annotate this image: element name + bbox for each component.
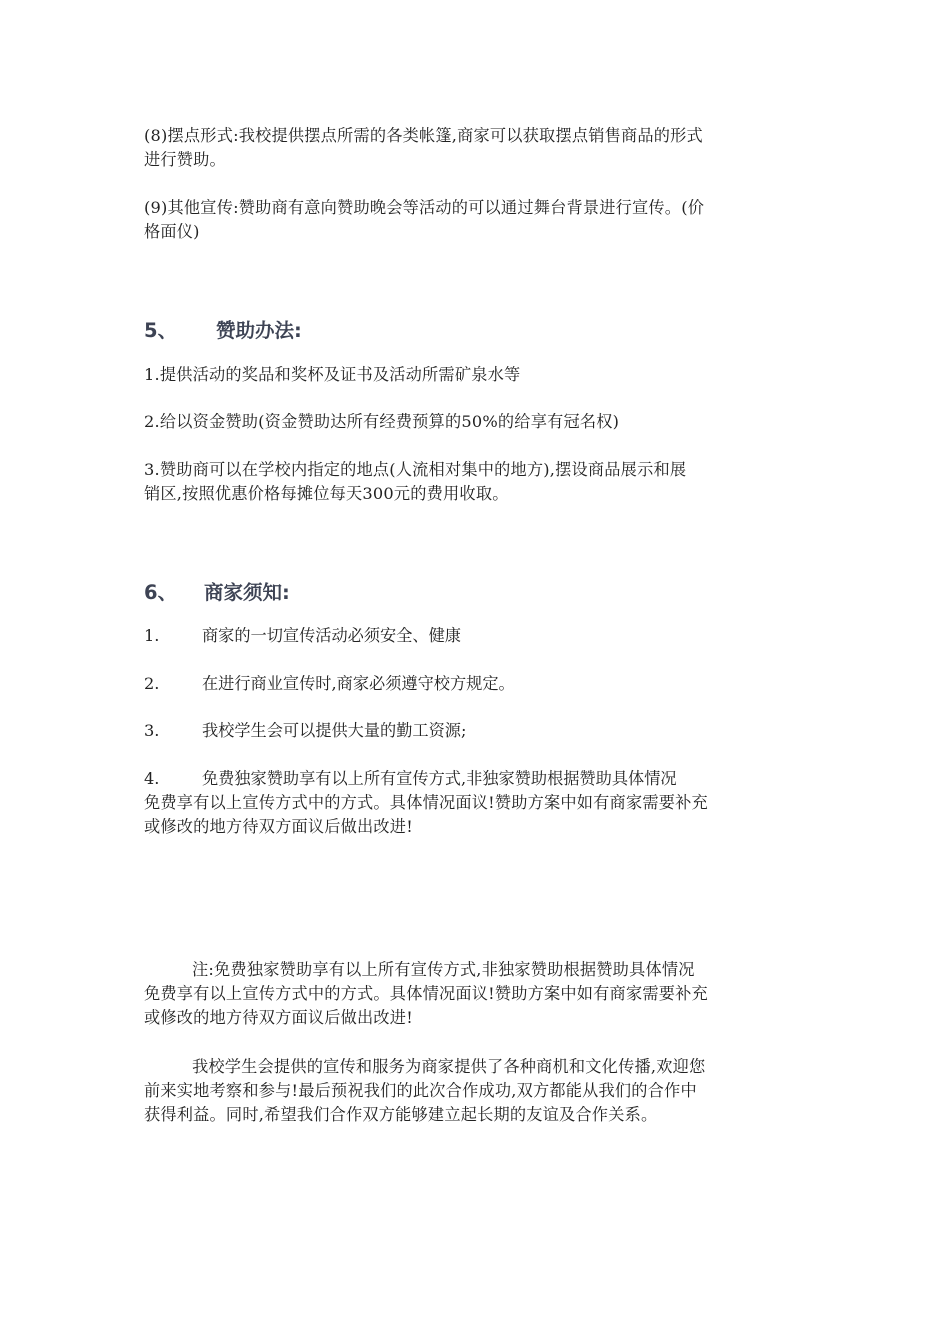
text-line: 销区,按照优惠价格每摊位每天300元的费用收取。	[144, 484, 509, 503]
section-6-item-4-continuation	[144, 791, 810, 839]
section-6-heading	[144, 577, 290, 605]
paragraph-item-8	[144, 124, 810, 172]
item-text: 商家的一切宣传活动必须安全、健康	[202, 626, 461, 645]
section-5-heading	[144, 315, 302, 343]
item-number: 2.	[144, 674, 160, 693]
section-5-item-1	[144, 363, 810, 387]
text-line: 免费享有以上宣传方式中的方式。具体情况面议!赞助方案中如有商家需要补充	[144, 793, 708, 812]
text-line: 或修改的地方待双方面议后做出改进!	[144, 1008, 413, 1027]
text-line: 免费享有以上宣传方式中的方式。具体情况面议!赞助方案中如有商家需要补充	[144, 984, 708, 1003]
text-line: 进行赞助。	[144, 150, 226, 169]
note-paragraph	[144, 958, 810, 1030]
text-line: 我校学生会提供的宣传和服务为商家提供了各种商机和文化传播,欢迎您	[192, 1057, 706, 1076]
item-number: 4.	[144, 769, 160, 788]
item-text: 在进行商业宣传时,商家必须遵守校方规定。	[202, 674, 515, 693]
text-line: 或修改的地方待双方面议后做出改进!	[144, 817, 413, 836]
paragraph-item-9	[144, 196, 810, 244]
section-number: 6、	[144, 581, 178, 604]
text-line: 前来实地考察和参与!最后预祝我们的此次合作成功,双方都能从我们的合作中	[144, 1081, 697, 1100]
text-line: 格面仪)	[144, 222, 200, 241]
item-text: 免费独家赞助享有以上所有宣传方式,非独家赞助根据赞助具体情况	[202, 769, 677, 788]
text-line: 1.提供活动的奖品和奖杯及证书及活动所需矿泉水等	[144, 365, 521, 384]
text-line: 3.赞助商可以在学校内指定的地点(人流相对集中的地方),摆设商品展示和展	[144, 460, 687, 479]
item-number: 3.	[144, 721, 160, 740]
text-line: 注:免费独家赞助享有以上所有宣传方式,非独家赞助根据赞助具体情况	[192, 960, 695, 979]
item-number: 1.	[144, 626, 160, 645]
item-text: 我校学生会可以提供大量的勤工资源;	[202, 721, 467, 740]
text-line: 2.给以资金赞助(资金赞助达所有经费预算的50%的给享有冠名权)	[144, 412, 620, 431]
section-number: 5、	[144, 319, 178, 342]
text-line: (8)摆点形式:我校提供摆点所需的各类帐篷,商家可以获取摆点销售商品的形式	[144, 126, 703, 145]
section-title: 赞助办法:	[216, 319, 302, 342]
section-title: 商家须知:	[204, 581, 290, 604]
section-5-item-2	[144, 410, 810, 434]
closing-paragraph	[144, 1055, 810, 1127]
text-line: 获得利益。同时,希望我们合作双方能够建立起长期的友谊及合作关系。	[144, 1105, 658, 1124]
text-line: (9)其他宣传:赞助商有意向赞助晚会等活动的可以通过舞台背景进行宣传。(价	[144, 198, 705, 217]
section-5-item-3	[144, 458, 810, 506]
